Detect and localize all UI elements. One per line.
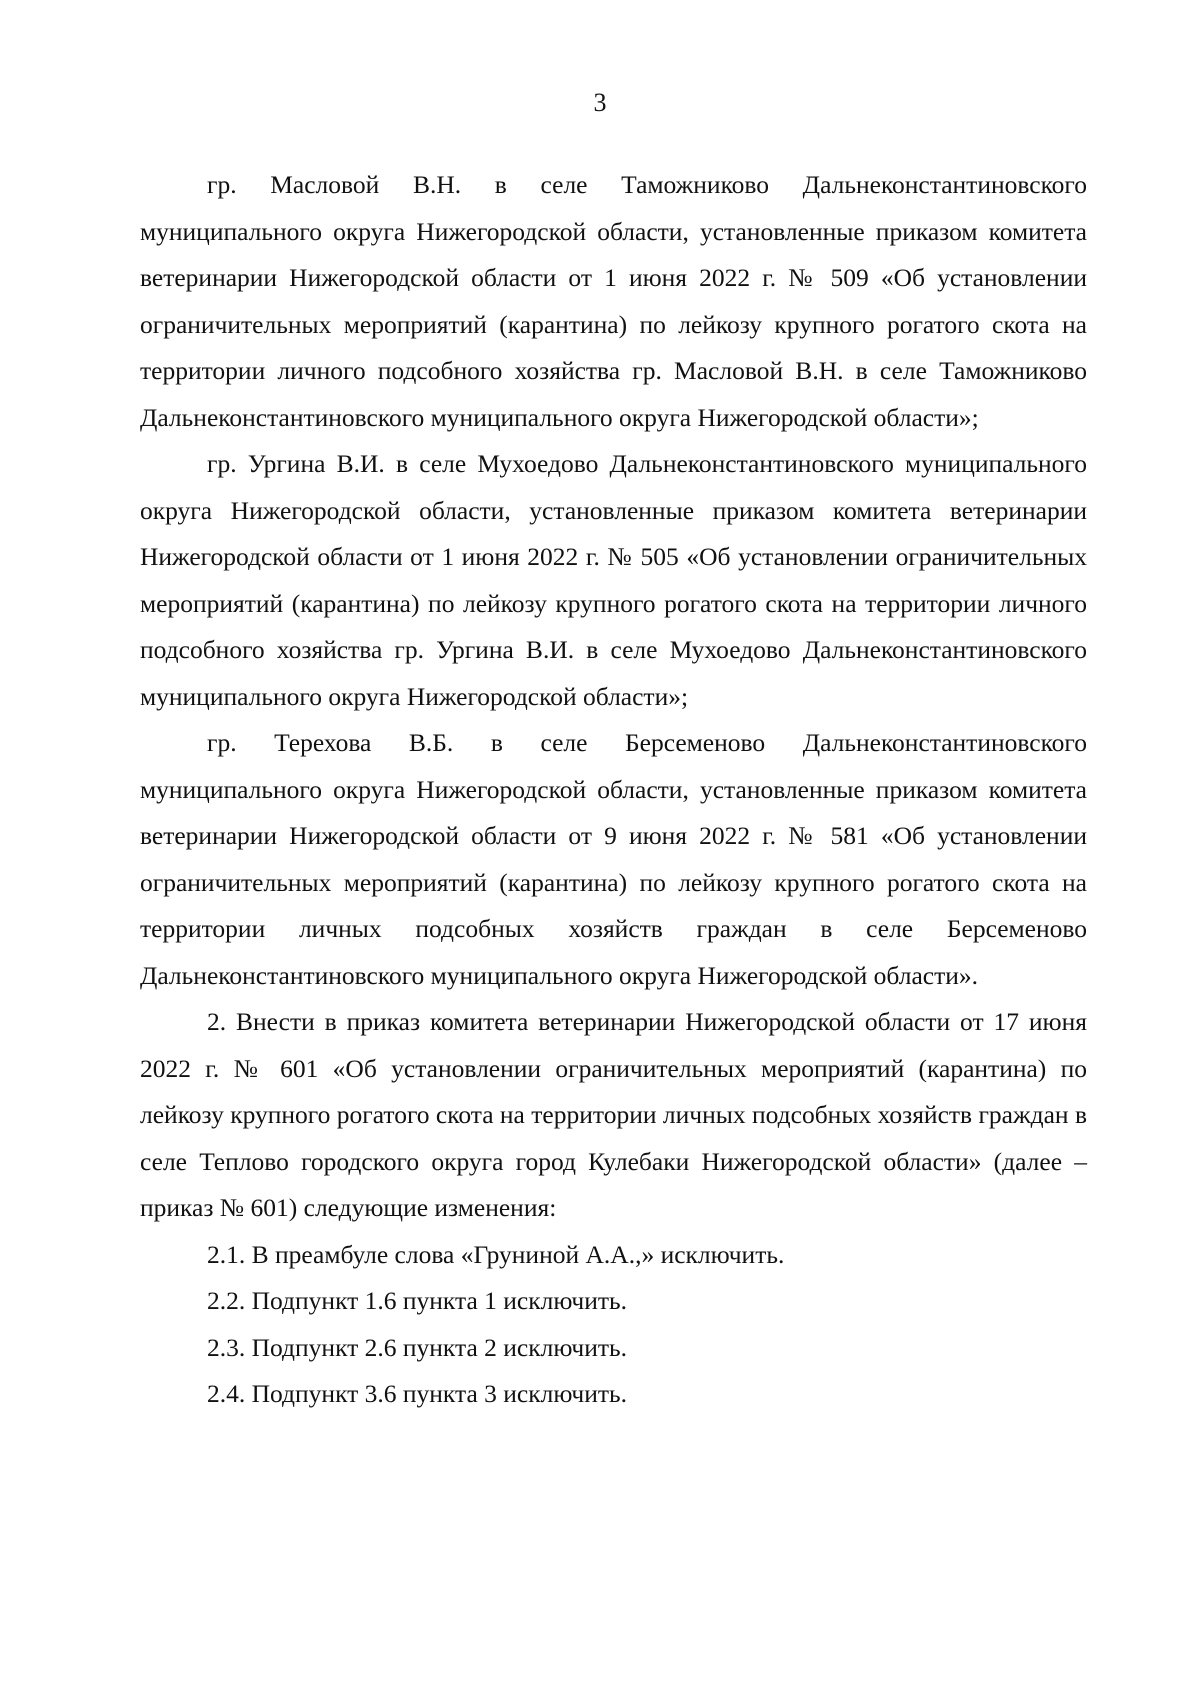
paragraph-terekhov: гр. Терехова В.Б. в селе Берсеменово Дальнеконстантиновского муниципального округа Нижегородской области, установленные приказом комитета ветеринарии Нижегородской области от 9 июня 2022 г. № 581 «Об установлении ограничительных мероприятий (карантина) по лейкозу крупного рогатого скота на территории личных подсобных хозяйств граждан в селе Берсеменово Дальнеконстантиновского муниципального округа Нижегородской области». [140,728,1087,990]
page-number: 3 [593,88,607,117]
subitem-2-3: 2.3. Подпункт 2.6 пункта 2 исключить. [207,1332,628,1362]
subitem-2-1: 2.1. В преамбуле слова «Груниной А.А.,» исключить. [207,1239,785,1269]
subitem-2-4: 2.4. Подпункт 3.6 пункта 3 исключить. [207,1379,628,1408]
subitem-2-2: 2.2. Подпункт 1.6 пункта 1 исключить. [207,1286,628,1315]
paragraph-item-2: 2. Внести в приказ комитета ветеринарии Нижегородской области от 17 июня 2022 г. № 601 «Об установлении ограничительных мероприятий (карантина) по лейкозу крупного рогатого скота на территории личных подсобных хозяйств граждан в селе Теплово городского округа город Кулебаки Нижегородской области» (далее – приказ № 601) следующие изменения: [140,1007,1087,1222]
paragraph-urgin: гр. Ургина В.И. в селе Мухоедово Дальнеконстантиновского муниципального округа Нижегородской области, установленные приказом комитета ветеринарии Нижегородской области от 1 июня 2022 г. № 505 «Об установлении ограничительных мероприятий (карантина) по лейкозу крупного рогатого скота на территории личного подсобного хозяйства гр. Ургина В.И. в селе Мухоедово Дальнеконстантиновского муниципального округа Нижегородской области»; [140,449,1087,711]
paragraph-maslova: гр. Масловой В.Н. в селе Таможниково Дальнеконстантиновского муниципального округа Нижегородской области, установленные приказом комитета ветеринарии Нижегородской области от 1 июня 2022 г. № 509 «Об установлении ограничительных мероприятий (карантина) по лейкозу крупного рогатого скота на территории личного подсобного хозяйства гр. Масловой В.Н. в селе Таможниково Дальнеконстантиновского муниципального округа Нижегородской области»; [140,170,1087,432]
document-body [140,162,1087,1418]
